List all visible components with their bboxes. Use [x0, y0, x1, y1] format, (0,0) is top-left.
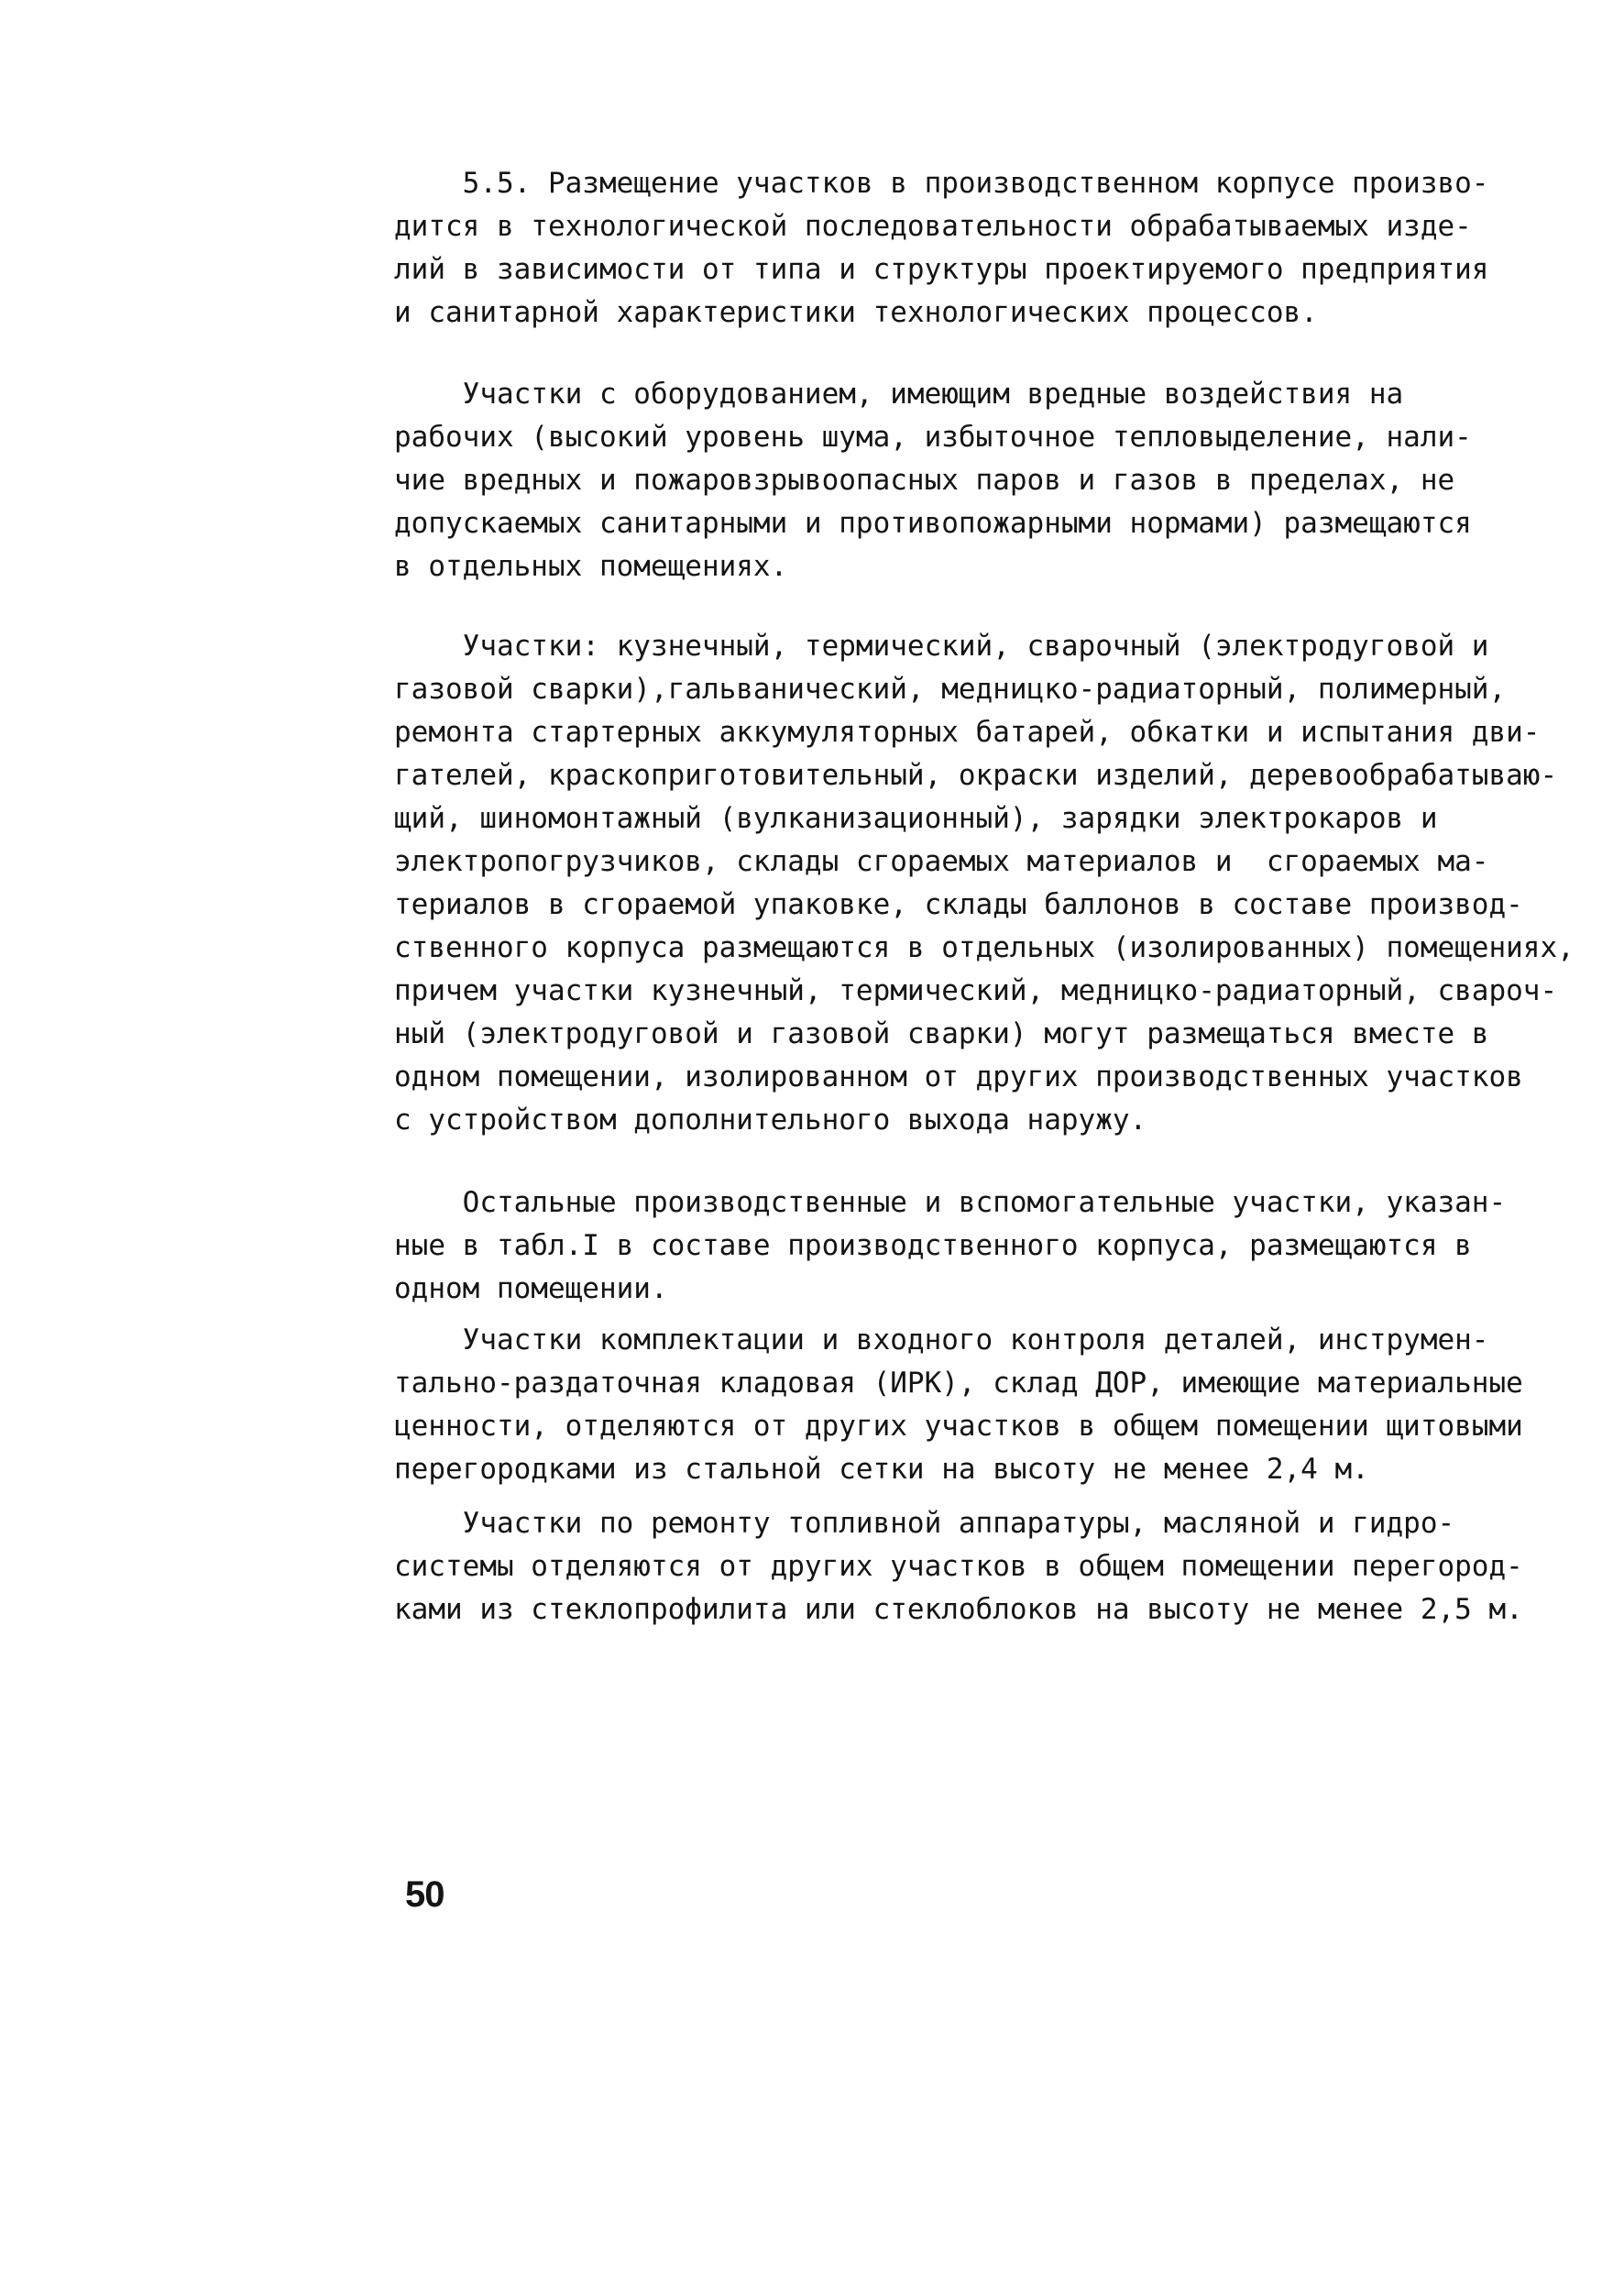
text-line: электропогрузчиков, склады сгораемых материалов и сгораемых ма- [394, 845, 1489, 878]
page-number: 50 [405, 1874, 444, 1915]
text-line: щий, шиномонтажный (вулканизационный), зарядки электрокаров и [394, 802, 1438, 835]
text-line: териалов в сгораемой упаковке, склады баллонов в составе производ- [394, 888, 1523, 921]
text-line: Участки: кузнечный, термический, сварочный (электродуговой и [394, 630, 1489, 663]
text-line: газовой сварки),гальванический, медницко-радиаторный, полимерный, [394, 673, 1507, 706]
text-line: ками из стеклопрофилита или стеклоблоков на высоту не менее 2,5 м. [394, 1593, 1523, 1626]
text-line: в отдельных помещениях. [394, 550, 788, 583]
text-line: перегородками из стальной сетки на высоту не менее 2,4 м. [394, 1453, 1369, 1486]
text-line: Участки по ремонту топливной аппаратуры, масляной и гидро- [394, 1507, 1455, 1540]
text-line: ные в табл.I в составе производственного корпуса, размещаются в [394, 1229, 1472, 1262]
text-line: одном помещении. [394, 1272, 668, 1305]
text-line: Участки с оборудованием, имеющим вредные воздействия на [394, 378, 1404, 411]
text-line: гателей, краскоприготовительный, окраски изделий, деревообрабатываю- [394, 759, 1558, 792]
text-line: дится в технологической последовательности обрабатываемых изде- [394, 210, 1472, 243]
text-line: ценности, отделяются от других участков в общем помещении щитовыми [394, 1410, 1523, 1443]
text-line: Участки комплектации и входного контроля деталей, инструмен- [394, 1324, 1489, 1357]
text-line: тально-раздаточная кладовая (ИРК), склад ДОР, имеющие материальные [394, 1367, 1523, 1400]
text-line: лий в зависимости от типа и структуры проектируемого предприятия [394, 253, 1489, 286]
text-line: ственного корпуса размещаются в отдельных (изолированных) помещениях, [394, 931, 1575, 964]
text-line: рабочих (высокий уровень шума, избыточное тепловыделение, нали- [394, 421, 1472, 454]
text-line: системы отделяются от других участков в общем помещении перегород- [394, 1550, 1523, 1583]
text-line: с устройством дополнительного выхода наружу. [394, 1104, 1147, 1137]
text-line: Остальные производственные и вспомогательные участки, указан- [394, 1186, 1507, 1219]
text-line: допускаемых санитарными и противопожарными нормами) размещаются [394, 507, 1472, 540]
text-line: 5.5. Размещение участков в производственном корпусе произво- [394, 167, 1489, 200]
text-line: одном помещении, изолированном от других производственных участков [394, 1060, 1523, 1093]
text-line: и санитарной характеристики технологических процессов. [394, 296, 1318, 329]
text-line: причем участки кузнечный, термический, медницко-радиаторный, свароч- [394, 974, 1558, 1007]
text-line: ный (электродуговой и газовой сварки) могут размещаться вместе в [394, 1017, 1489, 1050]
text-line: чие вредных и пожаровзрывоопасных паров и газов в пределах, не [394, 464, 1455, 497]
text-line: ремонта стартерных аккумуляторных батарей, обкатки и испытания дви- [394, 716, 1541, 749]
